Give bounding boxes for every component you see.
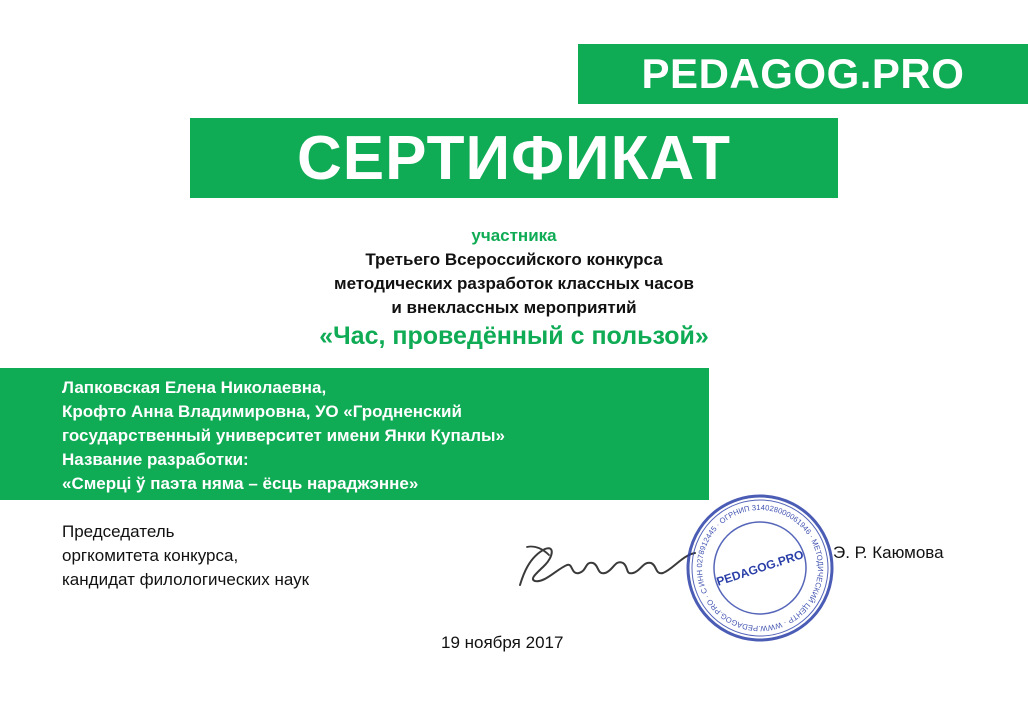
recipient-block (0, 368, 709, 500)
contest-line-1: Третьего Всероссийского конкурса (365, 250, 663, 269)
development-label: Название разработки: (62, 450, 249, 469)
chair-line-3: кандидат филологических наук (62, 570, 310, 589)
stamp-icon (684, 492, 836, 644)
signer-name: Э. Р. Каюмова (833, 543, 944, 562)
recipient-line-1: Лапковская Елена Николаевна, (62, 378, 327, 397)
chair-line-1: Председатель (62, 522, 175, 541)
recipient-line-2: Крофто Анна Владимировна, УО «Гродненский (62, 402, 462, 421)
stamp-center-text: PEDAGOG.PRO (714, 547, 806, 589)
recipient-line-3: государственный университет имени Янки Купалы» (62, 426, 505, 445)
contest-line-3: и внеклассных мероприятий (391, 298, 637, 317)
development-title: «Смерці ў паэта няма – ёсць нараджэнне» (62, 474, 419, 493)
contest-line-2: методических разработок классных часов (334, 274, 694, 293)
chair-line-2: оргкомитета конкурса, (62, 546, 239, 565)
participant-label: участника (471, 226, 557, 245)
chair-block (62, 520, 309, 592)
contest-name: «Час, проведённый с пользой» (319, 322, 709, 350)
stamp-ring-text: ИНН 0278912445 · ОГРНИП 314028000061946 · МЕТОДИЧЕСКИЙ ЦЕНТР · WWW.PEDAGOG.PRO · СТЕРЛИТАМАК (694, 502, 826, 634)
brand-banner: PEDAGOG.PRO (578, 44, 1028, 104)
certificate-title: СЕРТИФИКАТ (190, 118, 838, 198)
certificate-date: 19 ноября 2017 (441, 633, 564, 652)
